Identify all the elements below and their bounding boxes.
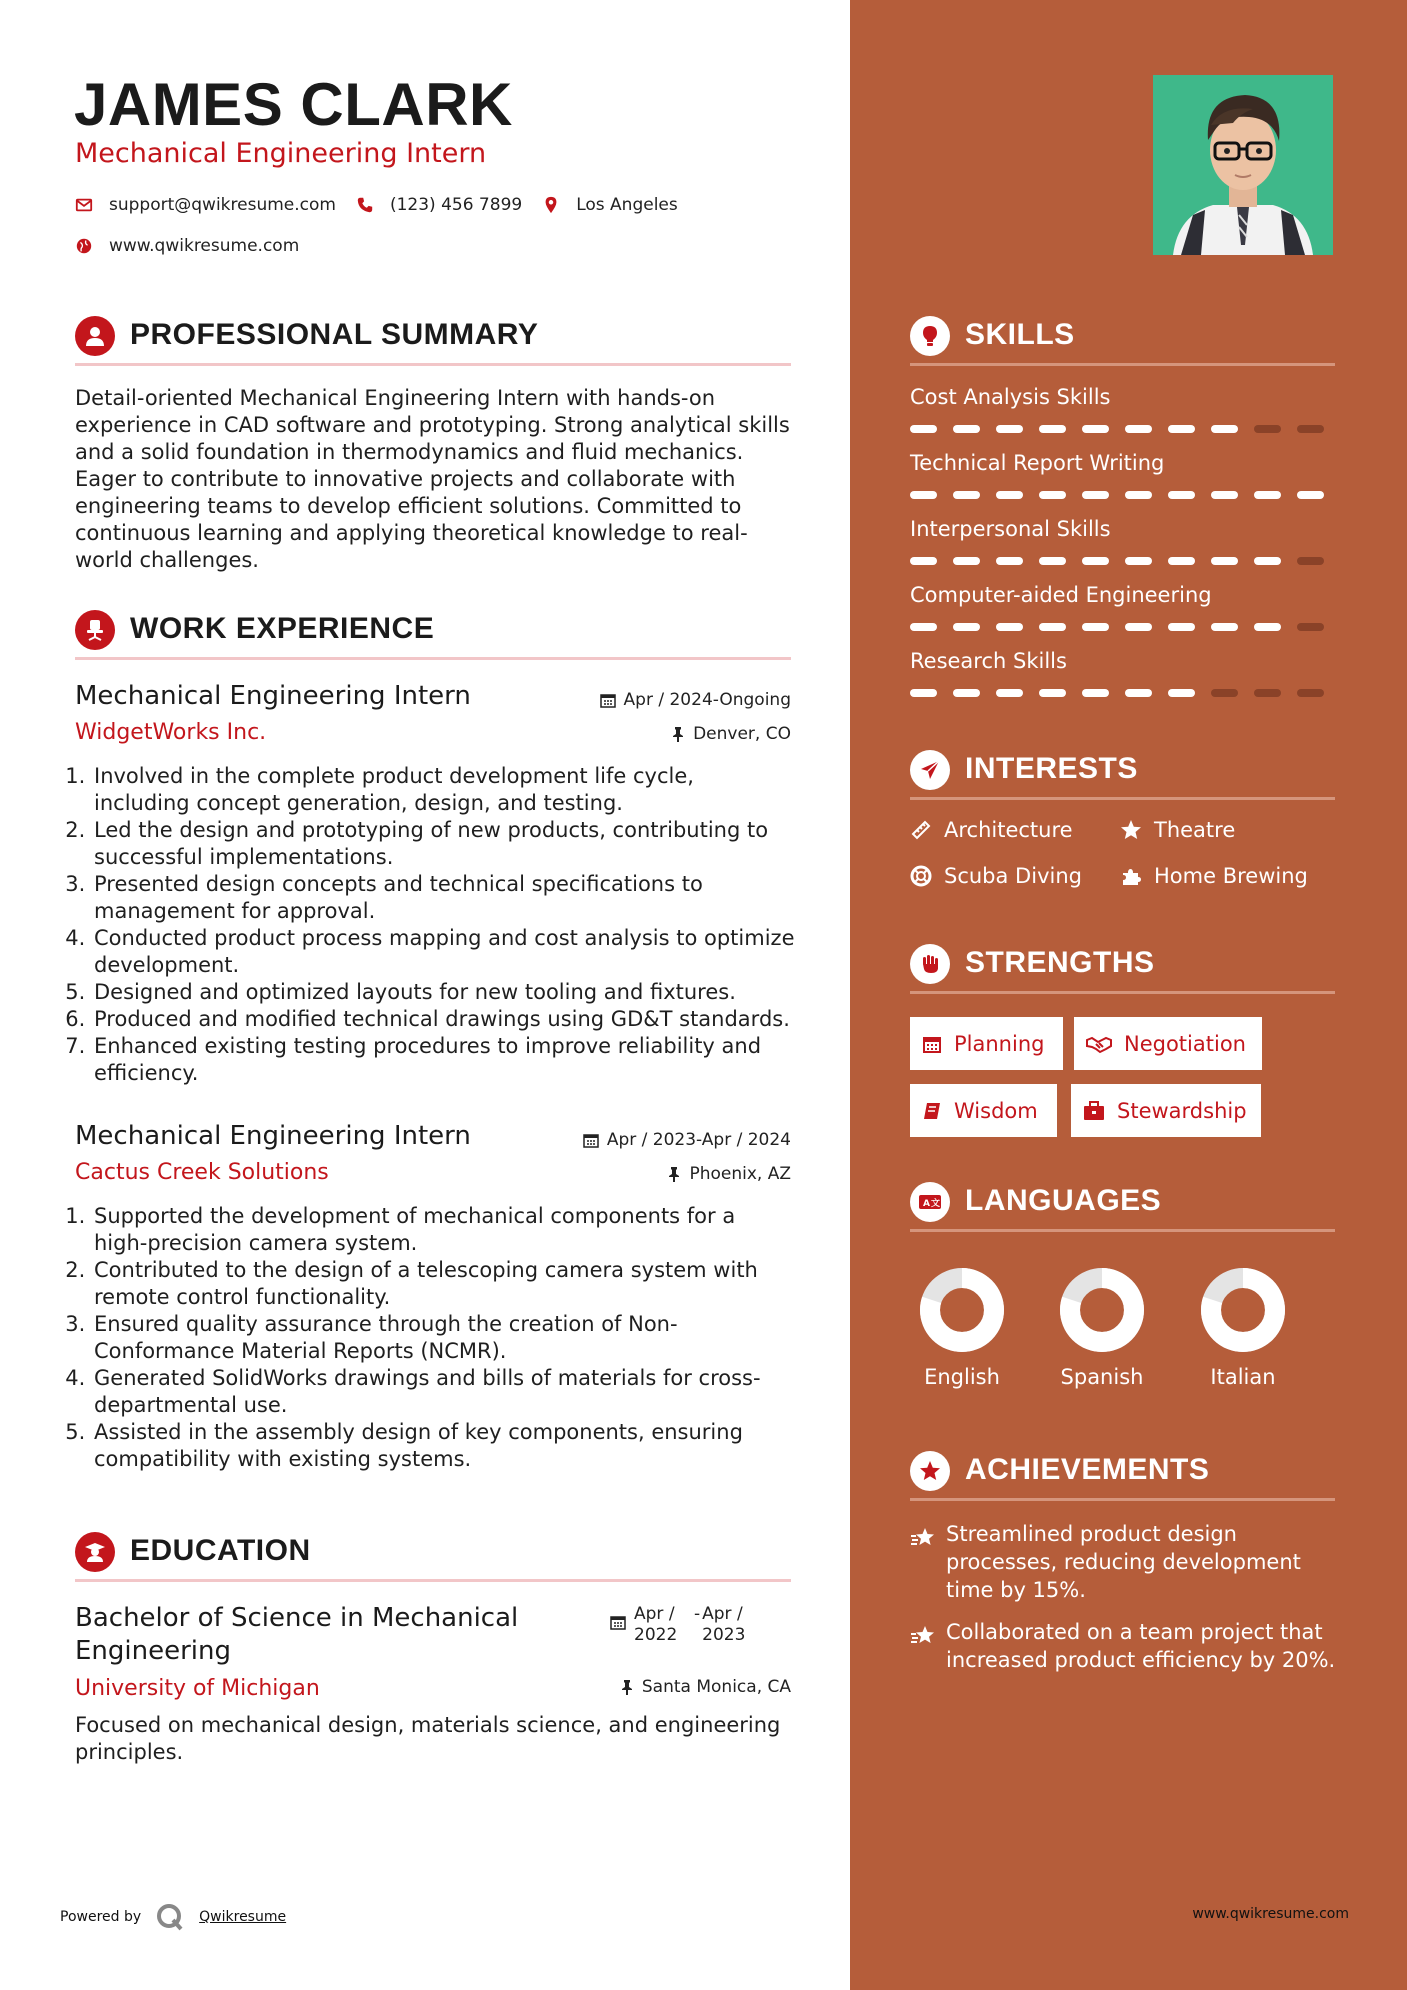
puzzle-icon: [1120, 865, 1142, 887]
interests-heading: INTERESTS: [965, 752, 1138, 785]
sidebar-column: [850, 0, 1407, 1990]
skill-rating-segment: [1125, 491, 1152, 499]
skill-rating-bar: [910, 623, 1324, 631]
translate-icon: [910, 1182, 950, 1222]
calendar-icon: [610, 1614, 626, 1630]
strengths-heading: STRENGTHS: [965, 946, 1155, 979]
job-2-duties: [70, 1203, 795, 1473]
strength-label: Negotiation: [1124, 1031, 1246, 1056]
strength-badge: [910, 1017, 1063, 1070]
svg-text:A: A: [923, 1199, 930, 1209]
experience-heading: WORK EXPERIENCE: [130, 612, 435, 645]
language-gauge: [917, 1265, 1007, 1355]
map-pin-icon: [542, 196, 560, 214]
fist-icon: [910, 944, 950, 984]
skill-rating-segment: [1125, 623, 1152, 631]
skill-rating-segment: [1039, 425, 1066, 433]
skill-rating-segment: [1297, 689, 1324, 697]
handshake-icon: [1086, 1034, 1112, 1054]
skill-rating-segment: [1039, 623, 1066, 631]
strength-label: Planning: [954, 1031, 1045, 1056]
interests-section-header: [910, 750, 1335, 800]
skills-section-header: [910, 316, 1335, 366]
pin-icon: [667, 1166, 681, 1182]
globe-icon: [75, 237, 93, 255]
star-icon: [1120, 819, 1142, 841]
list-item: 4. Conducted product process mapping and cost analysis to optimize development.: [92, 925, 795, 979]
skill-rating-segment: [953, 557, 980, 565]
calendar-icon: [583, 1132, 599, 1148]
list-item: 4. Generated SolidWorks drawings and bills of materials for cross-departmental use.: [92, 1365, 795, 1419]
skills-heading: SKILLS: [965, 318, 1075, 351]
job-1-location-text: Denver, CO: [693, 724, 791, 744]
footer-powered: [60, 1902, 286, 1932]
qwikresume-logo-icon: [155, 1902, 185, 1932]
skill-rating-segment: [996, 425, 1023, 433]
language-name: English: [924, 1365, 1000, 1389]
shooting-star-icon: [910, 1624, 936, 1646]
education-location: [620, 1677, 791, 1697]
lightbulb-icon: [910, 316, 950, 356]
skill-rating-segment: [996, 623, 1023, 631]
interest-item: [910, 864, 1082, 888]
skill-rating-bar: [910, 557, 1324, 565]
skill-rating-segment: [1211, 491, 1238, 499]
list-item: 7. Enhanced existing testing procedures to improve reliability and efficiency.: [92, 1033, 795, 1087]
skill-rating-segment: [1254, 425, 1281, 433]
calendar-icon: [600, 692, 616, 708]
languages-heading: LANGUAGES: [965, 1184, 1162, 1217]
skill-rating-segment: [1297, 425, 1324, 433]
skill-rating-segment: [1082, 557, 1109, 565]
office-chair-icon: [75, 610, 115, 650]
education-description: Focused on mechanical design, materials science, and engineering principles.: [75, 1713, 781, 1764]
skill-rating-segment: [910, 557, 937, 565]
list-item: 6. Produced and modified technical drawings using GD&T standards.: [92, 1006, 795, 1033]
ruler-pencil-icon: [910, 819, 932, 841]
brand-link[interactable]: Qwikresume: [199, 1909, 287, 1925]
strengths-section-header: [910, 944, 1335, 994]
briefcase-icon: [1083, 1101, 1105, 1121]
skill-rating-segment: [1082, 491, 1109, 499]
skill-rating-segment: [1254, 557, 1281, 565]
phone-icon: [356, 196, 374, 214]
skill-rating-segment: [910, 491, 937, 499]
skill-rating-segment: [1125, 425, 1152, 433]
job-1-title: Mechanical Engineering Intern: [75, 681, 471, 711]
skill-rating-bar: [910, 689, 1324, 697]
skill-name: Technical Report Writing: [910, 451, 1165, 475]
list-item: 2. Led the design and prototyping of new products, contributing to successful implementations.: [92, 817, 795, 871]
skill-rating-segment: [1254, 623, 1281, 631]
contact-row: [75, 195, 698, 215]
skill-rating-segment: [996, 557, 1023, 565]
skill-rating-segment: [1168, 689, 1195, 697]
skill-rating-segment: [910, 623, 937, 631]
education-section-header: [75, 1532, 791, 1582]
skill-rating-segment: [1168, 557, 1195, 565]
job-2-dates: [583, 1130, 791, 1150]
skill-rating-segment: [1039, 491, 1066, 499]
achievements-section-header: [910, 1451, 1335, 1501]
language-item: [1188, 1265, 1298, 1389]
education-dates: [610, 1604, 754, 1646]
skill-rating-segment: [1254, 491, 1281, 499]
pin-icon: [620, 1679, 634, 1695]
school-name: University of Michigan: [75, 1676, 320, 1701]
skill-rating-segment: [953, 491, 980, 499]
summary-heading: PROFESSIONAL SUMMARY: [130, 318, 539, 351]
interest-label: Theatre: [1154, 818, 1236, 842]
list-item: 5. Assisted in the assembly design of key components, ensuring compatibility with existing systems.: [92, 1419, 795, 1473]
email-link[interactable]: support@qwikresume.com: [109, 195, 336, 215]
skill-rating-segment: [953, 689, 980, 697]
profile-portrait-illustration: [1153, 75, 1333, 255]
list-item: 1. Involved in the complete product development life cycle, including concept generation, design, and testing.: [92, 763, 795, 817]
strength-badge: [910, 1084, 1057, 1137]
skill-rating-segment: [1082, 689, 1109, 697]
skill-rating-segment: [1211, 689, 1238, 697]
skill-rating-segment: [996, 689, 1023, 697]
job-2-dates-text: Apr / 2023-Apr / 2024: [606, 1130, 791, 1150]
user-icon: [75, 316, 115, 356]
skill-rating-segment: [1039, 689, 1066, 697]
experience-section-header: [75, 610, 791, 660]
website-row: [75, 236, 319, 256]
skill-rating-segment: [1125, 557, 1152, 565]
language-item: [907, 1265, 1017, 1389]
education-heading: EDUCATION: [130, 1534, 311, 1567]
powered-by-label: Powered by: [60, 1909, 142, 1925]
skill-name: Interpersonal Skills: [910, 517, 1111, 541]
list-item: 2. Contributed to the design of a telescoping camera system with remote control functionality.: [92, 1257, 795, 1311]
interest-item: [1120, 864, 1308, 888]
life-ring-icon: [910, 865, 932, 887]
candidate-name: JAMES CLARK: [74, 71, 513, 138]
skill-rating-segment: [1039, 557, 1066, 565]
envelope-icon: [75, 196, 93, 214]
svg-text:文: 文: [931, 1199, 941, 1209]
education-start: Apr / 2022: [634, 1604, 678, 1645]
calendar-icon: [922, 1034, 942, 1054]
skill-rating-segment: [1297, 623, 1324, 631]
star-badge-icon: [910, 1451, 950, 1491]
degree-title: Bachelor of Science in Mechanical Engineering: [75, 1603, 519, 1666]
job-1-duties: [70, 763, 795, 1087]
skill-rating-segment: [1168, 425, 1195, 433]
education-location-text: Santa Monica, CA: [641, 1677, 791, 1697]
skill-rating-segment: [1211, 557, 1238, 565]
shooting-star-icon: [910, 1526, 936, 1548]
profile-photo: [1153, 75, 1333, 255]
achievements-heading: ACHIEVEMENTS: [965, 1453, 1210, 1486]
skill-rating-segment: [996, 491, 1023, 499]
summary-text: Detail-oriented Mechanical Engineering Intern with hands-on experience in CAD software and prototyping. Strong analytical skills and a solid foundation in thermodynamics and fluid mechanics. Eager to contribute to innovative projects and collaborate with engineering teams to develop efficient solutions. Committed to continuous learning and applying theoretical knowledge to real-world challenges.: [75, 386, 790, 572]
job-1-location: [671, 724, 791, 744]
skill-rating-segment: [1168, 491, 1195, 499]
strength-badge: [1074, 1017, 1262, 1070]
skill-rating-segment: [1082, 623, 1109, 631]
skill-name: Research Skills: [910, 649, 1067, 673]
graduate-icon: [75, 1532, 115, 1572]
phone-text: (123) 456 7899: [389, 195, 523, 215]
skill-rating-segment: [910, 425, 937, 433]
candidate-title: Mechanical Engineering Intern: [75, 138, 487, 169]
language-gauge: [1057, 1265, 1147, 1355]
achievement-text: Collaborated on a team project that increased product efficiency by 20%.: [946, 1620, 1336, 1672]
education-end: Apr / 2023: [702, 1604, 746, 1645]
skill-rating-bar: [910, 491, 1324, 499]
summary-section-header: [75, 316, 791, 366]
skill-rating-segment: [1168, 623, 1195, 631]
list-item: 1. Supported the development of mechanical components for a high-precision camera system.: [92, 1203, 795, 1257]
date-separator: -: [694, 1604, 701, 1624]
job-1-dates-text: Apr / 2024-Ongoing: [623, 690, 791, 710]
list-item: 5. Designed and optimized layouts for new tooling and fixtures.: [92, 979, 795, 1006]
skill-rating-segment: [1297, 491, 1324, 499]
location-text: Los Angeles: [576, 195, 678, 215]
language-gauge: [1198, 1265, 1288, 1355]
job-1-dates: [600, 690, 791, 710]
job-2-location-text: Phoenix, AZ: [689, 1164, 791, 1184]
list-item: 3. Ensured quality assurance through the creation of Non-Conformance Material Reports (NCMR).: [92, 1311, 795, 1365]
interest-item: [1120, 818, 1235, 842]
interest-label: Architecture: [944, 818, 1073, 842]
strength-badge: [1071, 1084, 1261, 1137]
job-2-title: Mechanical Engineering Intern: [75, 1121, 471, 1151]
paper-plane-icon: [910, 750, 950, 790]
language-item: [1047, 1265, 1157, 1389]
achievement-item: [910, 1618, 1340, 1674]
interest-item: [910, 818, 1073, 842]
skill-rating-segment: [953, 425, 980, 433]
achievement-item: [910, 1520, 1340, 1604]
skill-rating-segment: [1211, 623, 1238, 631]
skill-rating-segment: [1211, 425, 1238, 433]
interest-label: Home Brewing: [1154, 864, 1308, 888]
languages-section-header: [910, 1182, 1335, 1232]
skill-name: Computer-aided Engineering: [910, 583, 1212, 607]
skill-rating-segment: [1125, 689, 1152, 697]
job-1-company: WidgetWorks Inc.: [75, 720, 267, 745]
pin-icon: [671, 726, 685, 742]
language-name: Spanish: [1060, 1365, 1144, 1389]
job-2-company: Cactus Creek Solutions: [75, 1160, 329, 1185]
interest-label: Scuba Diving: [944, 864, 1082, 888]
footer-website: www.qwikresume.com: [1192, 1906, 1349, 1922]
strength-label: Stewardship: [1117, 1098, 1247, 1123]
skill-rating-bar: [910, 425, 1324, 433]
skill-rating-segment: [953, 623, 980, 631]
skill-name: Cost Analysis Skills: [910, 385, 1111, 409]
book-icon: [922, 1101, 942, 1121]
website-link[interactable]: www.qwikresume.com: [109, 236, 300, 256]
skill-rating-segment: [1254, 689, 1281, 697]
job-2-location: [667, 1164, 791, 1184]
list-item: 3. Presented design concepts and technical specifications to management for approval.: [92, 871, 795, 925]
skill-rating-segment: [1082, 425, 1109, 433]
language-name: Italian: [1210, 1365, 1276, 1389]
skill-rating-segment: [1297, 557, 1324, 565]
strength-label: Wisdom: [954, 1098, 1038, 1123]
skill-rating-segment: [910, 689, 937, 697]
achievement-text: Streamlined product design processes, reducing development time by 15%.: [946, 1522, 1301, 1602]
